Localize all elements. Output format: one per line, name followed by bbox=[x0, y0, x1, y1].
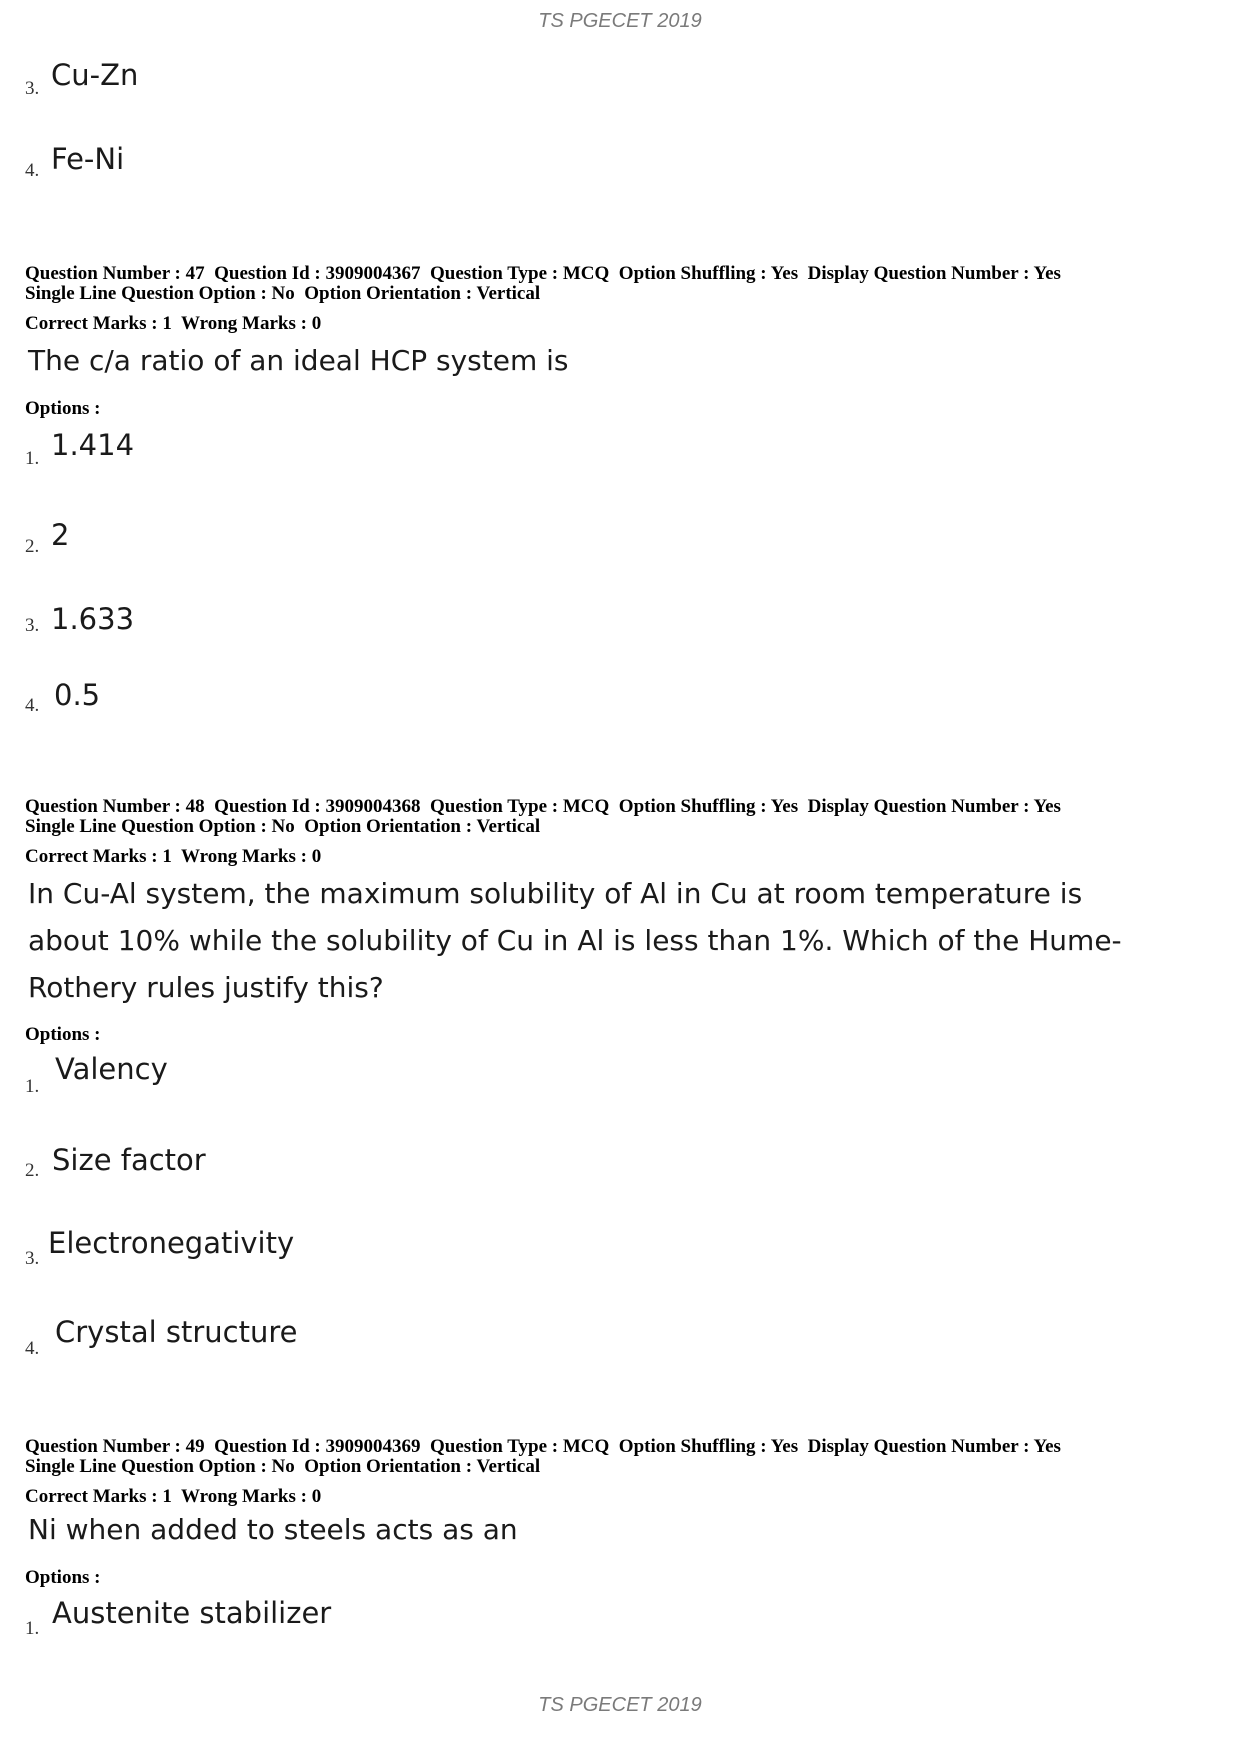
option-text: 0.5 bbox=[54, 678, 101, 712]
options-label: Options : bbox=[25, 1024, 101, 1045]
option-text: Size factor bbox=[52, 1143, 206, 1177]
options-label: Options : bbox=[25, 398, 101, 419]
option-number: 2. bbox=[25, 1160, 40, 1181]
option-number: 1. bbox=[25, 448, 40, 469]
question-47-text: The c/a ratio of an ideal HCP system is bbox=[28, 344, 569, 377]
option-number: 1. bbox=[25, 1076, 40, 1097]
option-text: Electronegativity bbox=[48, 1226, 295, 1260]
option-number: 4. bbox=[25, 695, 40, 716]
option-text: 1.414 bbox=[51, 428, 135, 462]
options-label: Options : bbox=[25, 1567, 101, 1588]
option-text: Crystal structure bbox=[55, 1315, 298, 1349]
question-48-meta: Question Number : 48 Question Id : 3909004368 Question Type : MCQ Option Shuffling : Yes Display Question Number : Yes Single Line Question Option : No Option Orientation : Vertical bbox=[25, 796, 1061, 837]
option-number: 1. bbox=[25, 1618, 40, 1639]
option-number: 2. bbox=[25, 536, 40, 557]
option-number: 4. bbox=[25, 1338, 40, 1359]
option-number: 3. bbox=[25, 78, 40, 99]
question-49-meta: Question Number : 49 Question Id : 3909004369 Question Type : MCQ Option Shuffling : Yes Display Question Number : Yes Single Line Question Option : No Option Orientation : Vertical bbox=[25, 1436, 1061, 1477]
option-number: 4. bbox=[25, 160, 40, 181]
option-number: 3. bbox=[25, 615, 40, 636]
page-footer: TS PGECET 2019 bbox=[538, 1694, 702, 1716]
option-text: 1.633 bbox=[51, 602, 135, 636]
page-header: TS PGECET 2019 bbox=[538, 10, 702, 32]
option-text: Cu-Zn bbox=[51, 58, 139, 92]
question-49-text: Ni when added to steels acts as an bbox=[28, 1513, 518, 1546]
question-49-marks: Correct Marks : 1 Wrong Marks : 0 bbox=[25, 1486, 322, 1507]
question-48-text: In Cu-Al system, the maximum solubility of Al in Cu at room temperature is about 10% while the solubility of Cu in Al is less than 1%. Which of the Hume-Rothery rules justify this? bbox=[28, 877, 1122, 1004]
option-number: 3. bbox=[25, 1248, 40, 1269]
option-text: Valency bbox=[55, 1052, 168, 1086]
question-48-marks: Correct Marks : 1 Wrong Marks : 0 bbox=[25, 846, 322, 867]
question-47-meta: Question Number : 47 Question Id : 3909004367 Question Type : MCQ Option Shuffling : Yes Display Question Number : Yes Single Line Question Option : No Option Orientation : Vertical bbox=[25, 263, 1061, 304]
option-text: 2 bbox=[51, 518, 70, 552]
question-47-marks: Correct Marks : 1 Wrong Marks : 0 bbox=[25, 313, 322, 334]
option-text: Fe-Ni bbox=[51, 142, 125, 176]
option-text: Austenite stabilizer bbox=[52, 1596, 332, 1630]
